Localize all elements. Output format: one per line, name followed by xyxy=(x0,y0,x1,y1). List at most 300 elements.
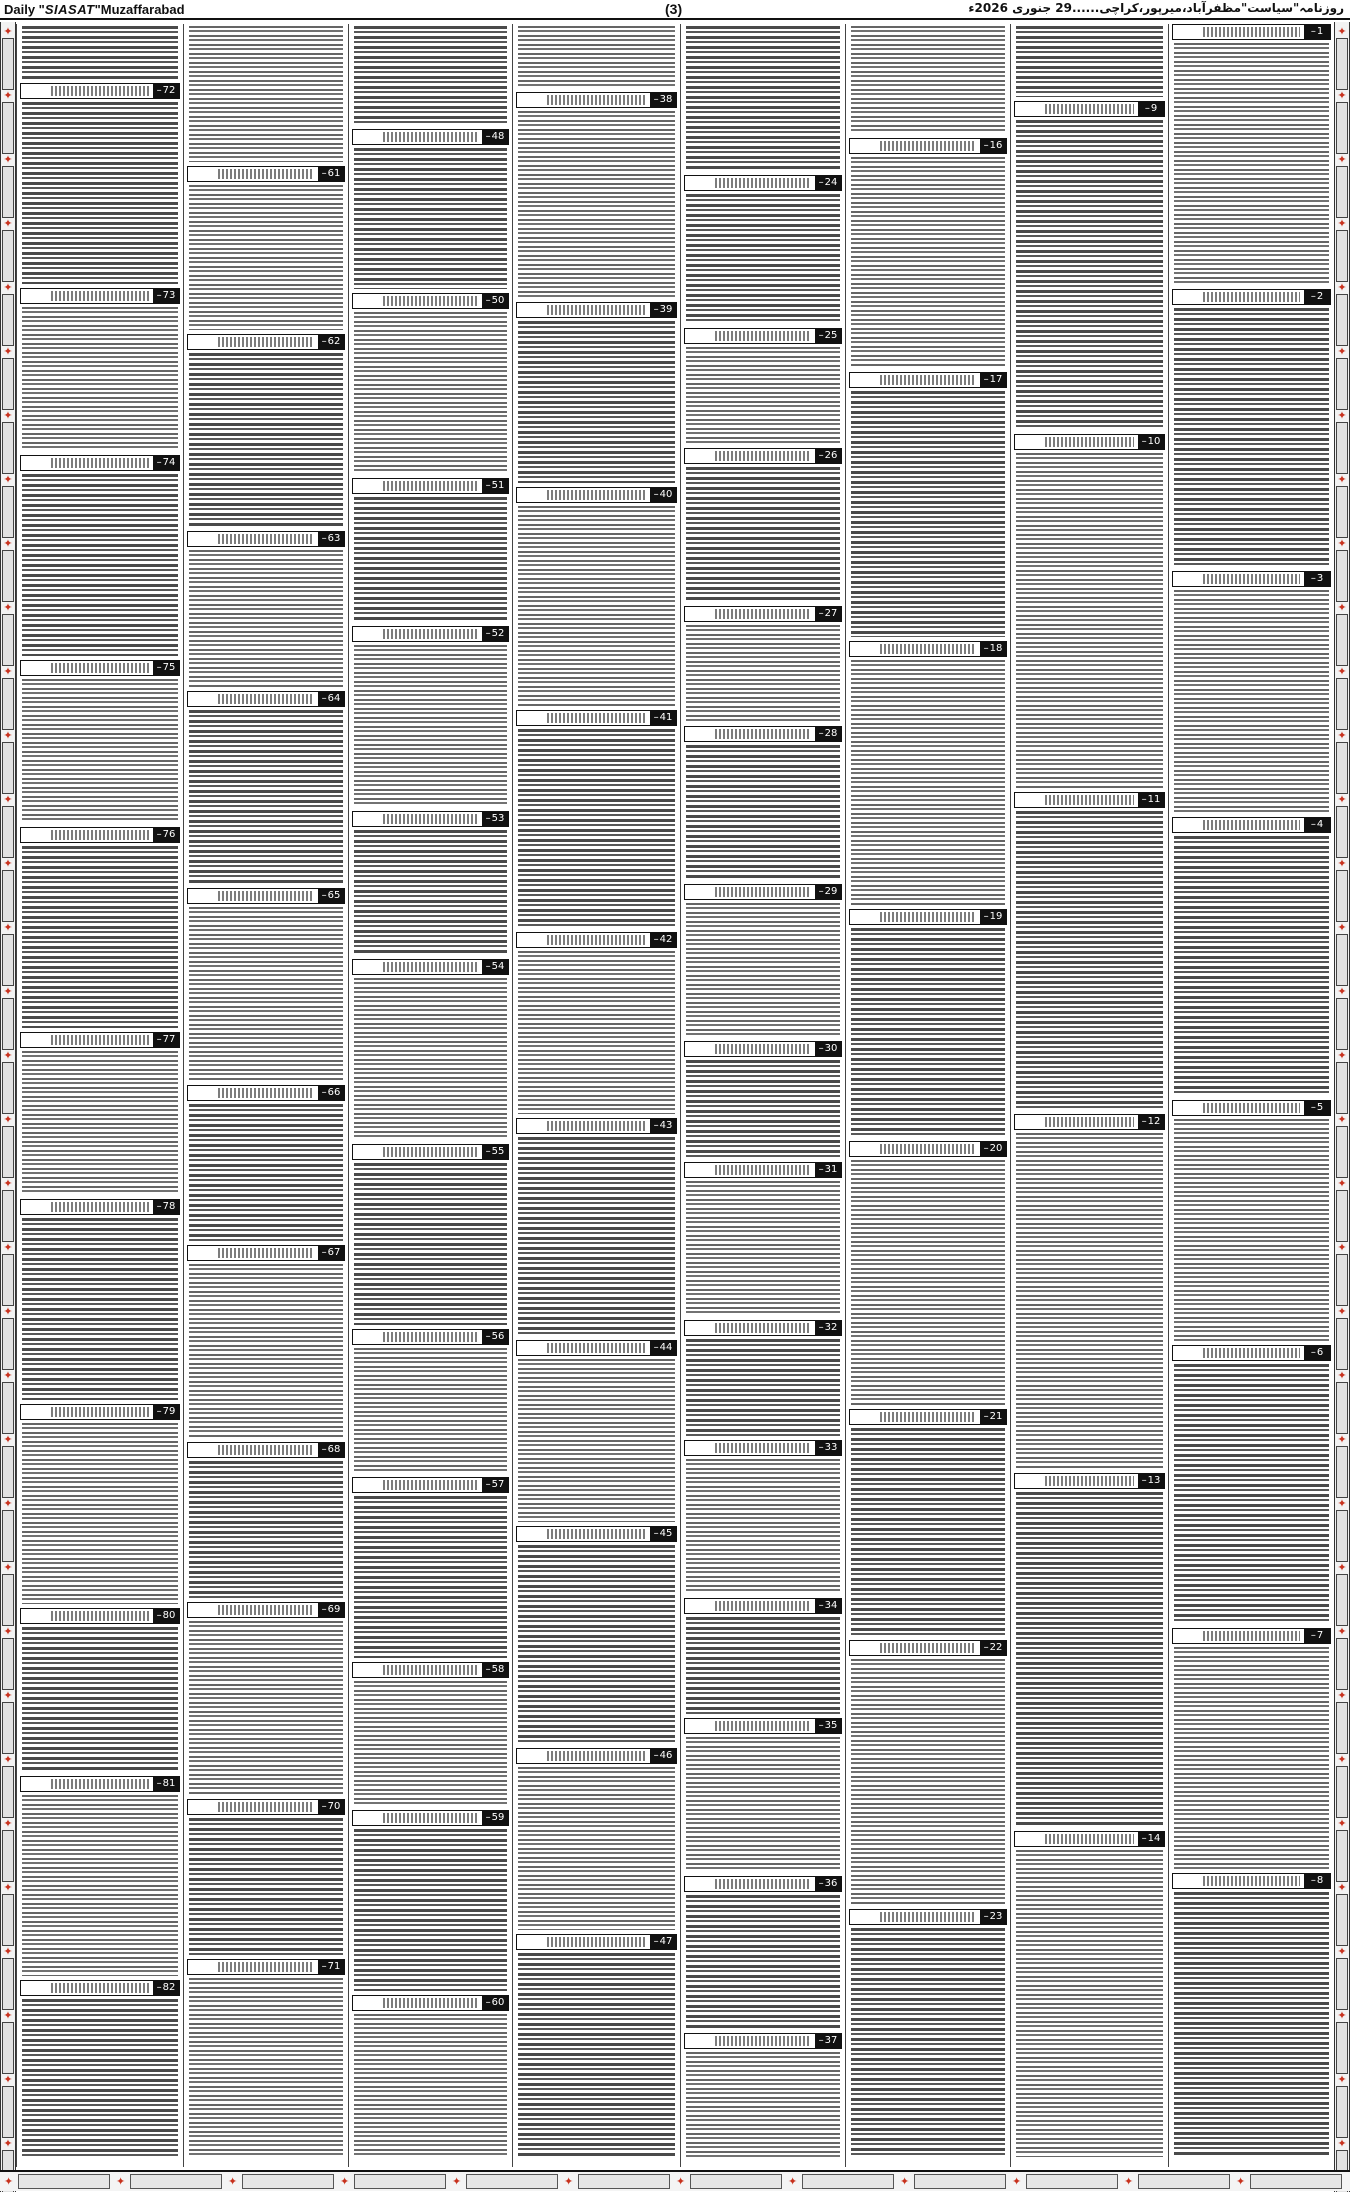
story-number: – 14 xyxy=(1138,1831,1164,1847)
story-header xyxy=(1172,571,1331,587)
siasat-logo-icon xyxy=(383,962,478,972)
story-header xyxy=(849,641,1007,657)
story-header xyxy=(352,478,509,494)
column-8 xyxy=(16,24,183,2167)
border-tile xyxy=(2,486,14,538)
story-number: – 77 xyxy=(153,1032,179,1048)
siasat-logo-icon xyxy=(218,1962,314,1972)
text-lines xyxy=(354,978,507,1140)
text-lines xyxy=(1174,43,1329,285)
siasat-logo-icon xyxy=(547,1529,646,1539)
siasat-logo-icon xyxy=(51,830,149,840)
story-body xyxy=(1171,308,1332,567)
siasat-logo-icon xyxy=(880,912,976,922)
text-lines xyxy=(22,1423,178,1604)
text-lines xyxy=(189,710,343,884)
story-body xyxy=(683,467,843,602)
text-lines xyxy=(22,846,178,1028)
story-header xyxy=(684,1718,842,1734)
star-ornament-icon: ✦ xyxy=(1337,345,1347,358)
border-tile xyxy=(2,2086,14,2138)
star-ornament-icon: ✦ xyxy=(228,2175,238,2188)
text-lines xyxy=(1016,1850,1163,2157)
story-body xyxy=(351,312,510,474)
story-continuation xyxy=(19,26,181,79)
story-number: – 35 xyxy=(815,1718,841,1734)
story-body xyxy=(1171,836,1332,1096)
story-number: – 36 xyxy=(815,1876,841,1892)
left-border-band xyxy=(0,22,16,2192)
star-ornament-icon: ✦ xyxy=(1337,1689,1347,1702)
story-number: – 67 xyxy=(318,1245,344,1261)
story-body xyxy=(186,1104,346,1241)
siasat-logo-icon xyxy=(547,1343,646,1353)
story-number: – 56 xyxy=(482,1329,508,1345)
text-lines xyxy=(189,1104,343,1241)
siasat-logo-icon xyxy=(51,291,149,301)
siasat-logo-icon xyxy=(715,1879,811,1889)
text-lines xyxy=(22,26,178,79)
star-ornament-icon: ✦ xyxy=(3,1049,13,1062)
siasat-logo-icon xyxy=(715,1165,811,1175)
story-body xyxy=(351,1829,510,1991)
story-body xyxy=(1171,1364,1332,1624)
story-body xyxy=(186,1461,346,1598)
border-tile xyxy=(1336,1446,1348,1498)
siasat-logo-icon xyxy=(1045,1834,1134,1844)
siasat-logo-icon xyxy=(218,1802,314,1812)
border-tile xyxy=(2,998,14,1050)
text-lines xyxy=(1016,26,1163,97)
story-body xyxy=(351,2014,510,2157)
star-ornament-icon: ✦ xyxy=(340,2175,350,2188)
story-number: – 68 xyxy=(318,1442,344,1458)
text-lines xyxy=(1174,1892,1329,2157)
story-header xyxy=(20,83,180,99)
siasat-logo-icon xyxy=(715,609,811,619)
story-header xyxy=(20,455,180,471)
story-header xyxy=(516,932,677,948)
siasat-logo-icon xyxy=(547,1937,646,1947)
masthead xyxy=(0,0,1350,20)
story-body xyxy=(351,1496,510,1658)
siasat-logo-icon xyxy=(51,1611,149,1621)
text-lines xyxy=(189,907,343,1081)
star-ornament-icon: ✦ xyxy=(1012,2175,1022,2188)
story-number: – 19 xyxy=(980,909,1006,925)
border-tile xyxy=(2,1638,14,1690)
text-lines xyxy=(686,903,840,1037)
star-ornament-icon: ✦ xyxy=(1337,1433,1347,1446)
story-number: – 29 xyxy=(815,884,841,900)
star-ornament-icon: ✦ xyxy=(1337,1753,1347,1766)
story-number: – 32 xyxy=(815,1320,841,1336)
siasat-logo-icon xyxy=(51,1407,149,1417)
story-body xyxy=(351,497,510,622)
story-header xyxy=(352,293,509,309)
story-body xyxy=(186,1264,346,1438)
story-header xyxy=(352,811,509,827)
text-lines xyxy=(686,26,840,171)
story-header xyxy=(20,1608,180,1624)
text-lines xyxy=(518,1953,675,2157)
star-ornament-icon: ✦ xyxy=(1337,1497,1347,1510)
star-ornament-icon: ✦ xyxy=(3,473,13,486)
story-body xyxy=(351,148,510,289)
text-lines xyxy=(851,660,1005,905)
story-body xyxy=(848,1659,1008,1905)
text-lines xyxy=(189,1621,343,1795)
border-tile xyxy=(1336,1510,1348,1562)
story-number: – 22 xyxy=(980,1640,1006,1656)
story-number: – 72 xyxy=(153,83,179,99)
story-header xyxy=(516,1934,677,1950)
masthead-left: Daily "SIASAT"Muzaffarabad xyxy=(4,2,185,17)
story-header xyxy=(352,1329,509,1345)
text-lines xyxy=(354,1496,507,1658)
story-number: – 53 xyxy=(482,811,508,827)
star-ornament-icon: ✦ xyxy=(1337,601,1347,614)
column-7 xyxy=(183,24,348,2167)
border-tile xyxy=(1336,1766,1348,1818)
border-tile xyxy=(2,1766,14,1818)
story-continuation xyxy=(186,26,346,162)
siasat-logo-icon xyxy=(383,1480,478,1490)
text-lines xyxy=(22,307,178,451)
siasat-logo-icon xyxy=(1045,437,1134,447)
story-header xyxy=(1014,1114,1165,1130)
story-header xyxy=(187,691,345,707)
story-number: – 65 xyxy=(318,888,344,904)
footer-tile xyxy=(130,2174,222,2189)
text-lines xyxy=(1016,120,1163,430)
star-ornament-icon: ✦ xyxy=(1337,409,1347,422)
siasat-logo-icon xyxy=(383,629,478,639)
text-lines xyxy=(22,1218,178,1400)
star-ornament-icon: ✦ xyxy=(3,1945,13,1958)
text-lines xyxy=(189,1461,343,1598)
border-tile xyxy=(1336,1894,1348,1946)
text-lines xyxy=(1174,1647,1329,1869)
story-header xyxy=(516,710,677,726)
siasat-logo-icon xyxy=(880,141,976,151)
story-body xyxy=(186,550,346,687)
star-ornament-icon: ✦ xyxy=(3,1689,13,1702)
text-lines xyxy=(1174,590,1329,813)
story-body xyxy=(683,1339,843,1436)
story-body xyxy=(351,830,510,955)
text-lines xyxy=(851,928,1005,1137)
story-header xyxy=(1172,1100,1331,1116)
story-number: – 28 xyxy=(815,726,841,742)
story-number: – 30 xyxy=(815,1041,841,1057)
star-ornament-icon: ✦ xyxy=(3,1305,13,1318)
story-body xyxy=(19,846,181,1028)
text-lines xyxy=(518,1767,675,1930)
border-tile xyxy=(1336,934,1348,986)
story-body xyxy=(19,1051,181,1195)
text-lines xyxy=(22,474,178,656)
story-number: – 11 xyxy=(1138,792,1164,808)
siasat-logo-icon xyxy=(547,713,646,723)
border-tile xyxy=(1336,1126,1348,1178)
siasat-logo-icon xyxy=(880,1144,976,1154)
border-tile xyxy=(2,1254,14,1306)
story-number: – 4 xyxy=(1304,817,1330,833)
text-lines xyxy=(851,1428,1005,1636)
story-body xyxy=(186,1978,346,2157)
text-lines xyxy=(851,391,1005,637)
story-number: – 13 xyxy=(1138,1473,1164,1489)
text-lines xyxy=(22,1999,178,2157)
story-body xyxy=(515,1359,678,1522)
text-lines xyxy=(686,1339,840,1436)
story-header xyxy=(1014,434,1165,450)
border-tile xyxy=(2,1830,14,1882)
star-ornament-icon: ✦ xyxy=(3,2073,13,2086)
siasat-logo-icon xyxy=(383,1332,478,1342)
siasat-logo-icon xyxy=(383,1147,478,1157)
star-ornament-icon: ✦ xyxy=(3,1369,13,1382)
siasat-logo-icon xyxy=(51,663,149,673)
text-lines xyxy=(354,312,507,474)
footer-tile xyxy=(466,2174,558,2189)
story-body xyxy=(515,1545,678,1744)
story-body xyxy=(186,907,346,1081)
siasat-logo-icon xyxy=(1203,820,1300,830)
star-ornament-icon: ✦ xyxy=(3,153,13,166)
text-lines xyxy=(686,1895,840,2029)
siasat-logo-icon xyxy=(51,1983,149,1993)
story-body xyxy=(515,1953,678,2157)
text-lines xyxy=(22,102,178,284)
story-header xyxy=(849,138,1007,154)
siasat-logo-icon xyxy=(880,644,976,654)
story-number: – 20 xyxy=(980,1141,1006,1157)
siasat-logo-icon xyxy=(1203,1103,1300,1113)
story-header xyxy=(516,1748,677,1764)
column-5 xyxy=(512,24,680,2167)
story-number: – 8 xyxy=(1304,1873,1330,1889)
border-tile xyxy=(1336,1638,1348,1690)
star-ornament-icon: ✦ xyxy=(3,1241,13,1254)
story-body xyxy=(19,307,181,451)
story-body xyxy=(19,1999,181,2157)
story-header xyxy=(1172,24,1331,40)
story-header xyxy=(849,1640,1007,1656)
siasat-logo-icon xyxy=(1045,795,1134,805)
text-lines xyxy=(189,1818,343,1955)
star-ornament-icon: ✦ xyxy=(3,1177,13,1190)
siasat-logo-icon xyxy=(383,481,478,491)
text-lines xyxy=(22,1795,178,1976)
story-body xyxy=(683,347,843,444)
story-header xyxy=(849,909,1007,925)
border-tile xyxy=(1336,806,1348,858)
story-header xyxy=(20,1199,180,1215)
border-tile xyxy=(1336,486,1348,538)
story-header xyxy=(849,1409,1007,1425)
border-tile xyxy=(2,1510,14,1562)
story-header xyxy=(20,288,180,304)
story-body xyxy=(19,102,181,284)
border-tile xyxy=(1336,1702,1348,1754)
star-ornament-icon: ✦ xyxy=(1337,1369,1347,1382)
text-lines xyxy=(518,321,675,483)
story-body xyxy=(19,474,181,656)
siasat-logo-icon xyxy=(1203,1631,1300,1641)
story-header xyxy=(516,302,677,318)
border-tile xyxy=(1336,614,1348,666)
text-lines xyxy=(518,1545,675,1744)
star-ornament-icon: ✦ xyxy=(1337,1113,1347,1126)
story-number: – 51 xyxy=(482,478,508,494)
siasat-logo-icon xyxy=(547,1121,646,1131)
story-number: – 47 xyxy=(650,1934,676,1950)
story-number: – 39 xyxy=(650,302,676,318)
star-ornament-icon: ✦ xyxy=(1337,2137,1347,2150)
story-number: – 63 xyxy=(318,531,344,547)
story-header xyxy=(187,1602,345,1618)
text-lines xyxy=(22,1051,178,1195)
border-tile xyxy=(2,38,14,90)
border-tile xyxy=(1336,1318,1348,1370)
text-lines xyxy=(686,1060,840,1158)
text-lines xyxy=(518,1137,675,1336)
star-ornament-icon: ✦ xyxy=(1337,1177,1347,1190)
star-ornament-icon: ✦ xyxy=(3,2137,13,2150)
story-number: – 43 xyxy=(650,1118,676,1134)
star-ornament-icon: ✦ xyxy=(3,1881,13,1894)
border-tile xyxy=(2,102,14,154)
story-body xyxy=(683,2052,843,2157)
story-number: – 7 xyxy=(1304,1628,1330,1644)
column-2 xyxy=(1010,24,1168,2167)
brand-name: SIASAT xyxy=(44,2,95,17)
star-ornament-icon: ✦ xyxy=(1337,985,1347,998)
story-body xyxy=(848,391,1008,637)
story-number: – 9 xyxy=(1138,101,1164,117)
star-ornament-icon: ✦ xyxy=(1337,665,1347,678)
text-lines xyxy=(354,497,507,622)
star-ornament-icon: ✦ xyxy=(3,345,13,358)
story-header xyxy=(684,1876,842,1892)
footer-strip xyxy=(0,2170,1350,2191)
text-lines xyxy=(518,951,675,1114)
story-header xyxy=(1014,1831,1165,1847)
story-number: – 55 xyxy=(482,1144,508,1160)
border-tile xyxy=(1336,1254,1348,1306)
story-header xyxy=(684,448,842,464)
story-number: – 3 xyxy=(1304,571,1330,587)
story-header xyxy=(187,334,345,350)
story-number: – 54 xyxy=(482,959,508,975)
siasat-logo-icon xyxy=(547,490,646,500)
story-header xyxy=(849,372,1007,388)
border-tile xyxy=(1336,1062,1348,1114)
story-header xyxy=(20,1404,180,1420)
star-ornament-icon: ✦ xyxy=(3,985,13,998)
siasat-logo-icon xyxy=(218,694,314,704)
story-body xyxy=(1171,590,1332,813)
text-lines xyxy=(518,729,675,928)
story-number: – 37 xyxy=(815,2033,841,2049)
border-tile xyxy=(2,614,14,666)
siasat-logo-icon xyxy=(715,1044,811,1054)
star-ornament-icon: ✦ xyxy=(788,2175,798,2188)
story-number: – 78 xyxy=(153,1199,179,1215)
story-number: – 42 xyxy=(650,932,676,948)
text-lines xyxy=(354,1348,507,1473)
text-lines xyxy=(686,347,840,444)
story-header xyxy=(352,129,509,145)
story-number: – 16 xyxy=(980,138,1006,154)
story-header xyxy=(684,1440,842,1456)
star-ornament-icon: ✦ xyxy=(3,1753,13,1766)
column-3 xyxy=(845,24,1010,2167)
star-ornament-icon: ✦ xyxy=(3,1113,13,1126)
star-ornament-icon: ✦ xyxy=(1337,537,1347,550)
text-lines xyxy=(354,1163,507,1325)
star-ornament-icon: ✦ xyxy=(3,1625,13,1638)
text-lines xyxy=(686,1617,840,1714)
story-body xyxy=(351,978,510,1140)
text-lines xyxy=(686,745,840,880)
star-ornament-icon: ✦ xyxy=(116,2175,126,2188)
text-lines xyxy=(189,550,343,687)
star-ornament-icon: ✦ xyxy=(1337,1945,1347,1958)
border-tile xyxy=(1336,38,1348,90)
footer-tile xyxy=(1250,2174,1342,2189)
story-body xyxy=(515,506,678,706)
siasat-logo-icon xyxy=(1045,104,1134,114)
story-number: – 33 xyxy=(815,1440,841,1456)
story-header xyxy=(684,175,842,191)
column-4 xyxy=(680,24,845,2167)
story-header xyxy=(20,1032,180,1048)
star-ornament-icon: ✦ xyxy=(3,1497,13,1510)
story-number: – 1 xyxy=(1304,24,1330,40)
story-header xyxy=(187,1799,345,1815)
story-number: – 40 xyxy=(650,487,676,503)
star-ornament-icon: ✦ xyxy=(1337,473,1347,486)
story-body xyxy=(515,729,678,928)
story-number: – 31 xyxy=(815,1162,841,1178)
star-ornament-icon: ✦ xyxy=(3,1817,13,1830)
border-tile xyxy=(1336,678,1348,730)
story-body xyxy=(186,185,346,330)
border-tile xyxy=(1336,870,1348,922)
siasat-logo-icon xyxy=(715,178,811,188)
story-header xyxy=(684,2033,842,2049)
siasat-logo-icon xyxy=(547,935,646,945)
story-header xyxy=(1172,289,1331,305)
story-header xyxy=(849,1909,1007,1925)
text-lines xyxy=(189,185,343,330)
siasat-logo-icon xyxy=(880,375,976,385)
star-ornament-icon: ✦ xyxy=(1337,1625,1347,1638)
star-ornament-icon: ✦ xyxy=(452,2175,462,2188)
story-body xyxy=(1171,43,1332,285)
siasat-logo-icon xyxy=(715,887,811,897)
story-header xyxy=(187,531,345,547)
story-body xyxy=(186,1818,346,1955)
story-body xyxy=(515,1767,678,1930)
story-header xyxy=(516,1526,677,1542)
story-number: – 64 xyxy=(318,691,344,707)
story-number: – 58 xyxy=(482,1662,508,1678)
siasat-logo-icon xyxy=(51,1202,149,1212)
